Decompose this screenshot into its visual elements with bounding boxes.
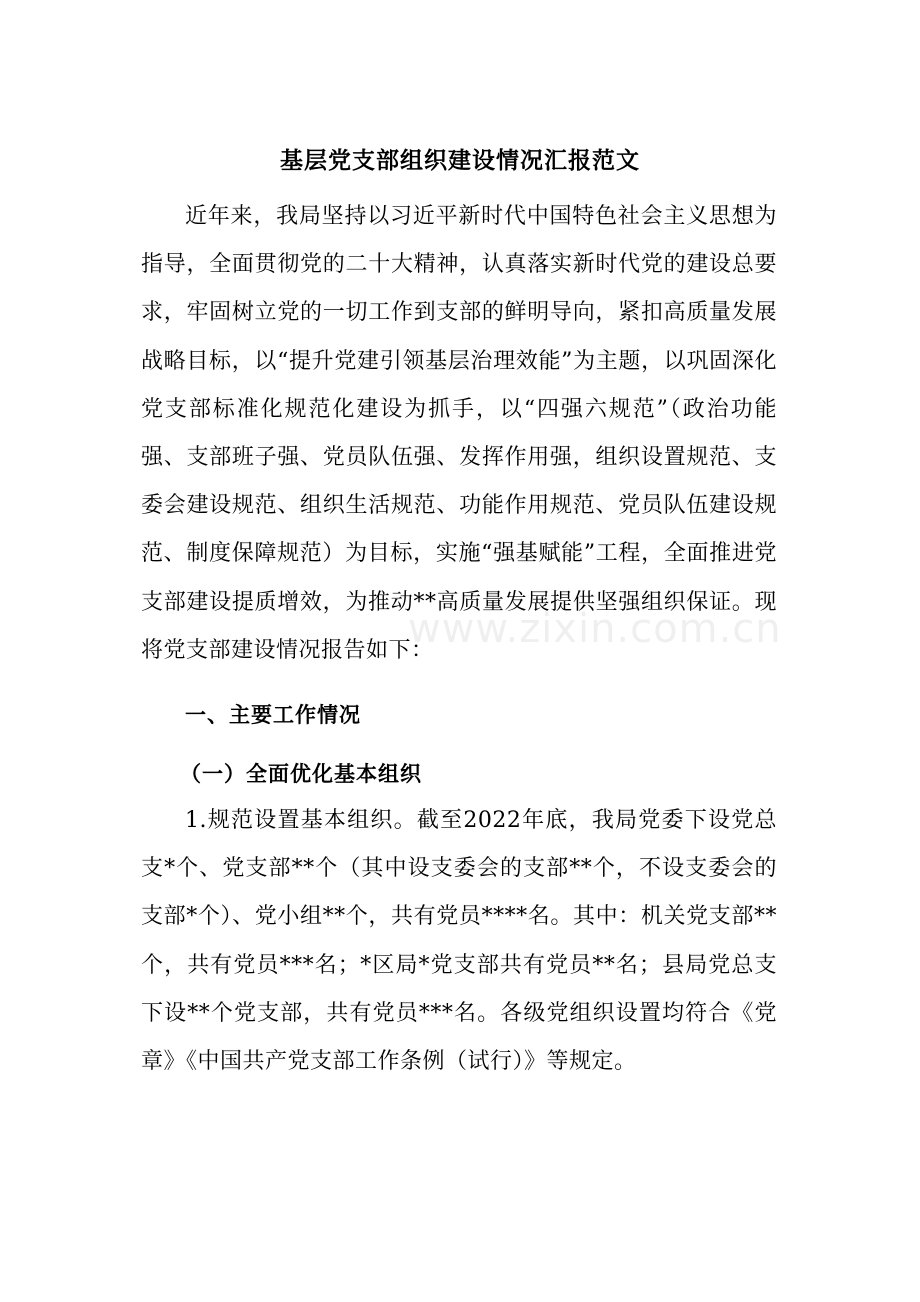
subsection-heading: （一）全面优化基本组织	[180, 762, 422, 786]
watermark: www.zixin.com.cn	[408, 606, 782, 652]
document-title: 基层党支部组织建设情况汇报范文	[280, 148, 640, 174]
intro-paragraph: 近年来，我局坚持以习近平新时代中国特色社会主义思想为指导，全面贯彻党的二十大精神，认真落实新时代党的建设总要求，牢固树立党的一切工作到支部的鲜明导向，紧扣高质量发展战略目标，以“提升党建引领基层治理效能”为主题，以巩固深化党支部标准化规范化建设为抓手，以“四强六规范”（政治功能强、支部班子强、党员队伍强、发挥作用强，组织设置规范、支委会建设规范、组织生活规范、功能作用规范、党员队伍建设规范、制度保障规范）为目标，实施“强基赋能”工程，全面推进党支部建设提质增效，为推动**高质量发展提供坚强组织保证。现将党支部建设情况报告如下：	[141, 204, 777, 663]
section-heading: 一、主要工作情况	[185, 703, 361, 727]
item-paragraph: 1.规范设置基本组织。截至2022年底，我局党委下设党总支*个、党支部**个（其中设支委会的支部**个，不设支委会的支部*个）、党小组**个，共有党员****名。其中：机关党支部**个，共有党员***名；*区局*党支部共有党员**名；县局党总支下设**个党支部，共有党员***名。各级党组织设置均符合《党章》《中国共产党支部工作条例（试行）》等规定。	[141, 808, 777, 1075]
